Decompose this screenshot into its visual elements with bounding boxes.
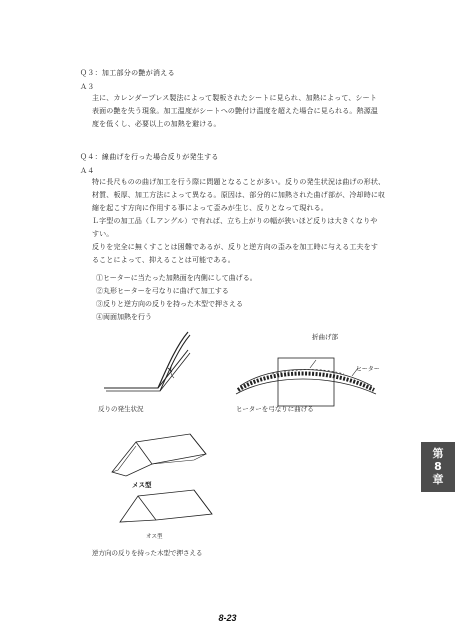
method-item: ②丸形ヒーターを弓なりに曲げて加工する <box>96 287 229 295</box>
fig3-male-label: オス型 <box>146 534 163 540</box>
q4-question: Ｑ４：線曲げを行った場合反りが発生する <box>80 153 219 161</box>
warp-figure <box>96 330 196 396</box>
chapter-tab <box>421 442 455 492</box>
text-line: Ｌ字型の加工品（Ｌアングル）で有れば、立ち上がりの幅が狭いほど反りは大きくなりや <box>92 217 378 225</box>
fig1-caption: 反りの発生状況 <box>98 405 144 413</box>
fig3-female-label: メス型 <box>132 481 152 489</box>
text-line: 主に、カレンダープレス製法によって製板されたシートに見られ、加熱によって、シート <box>92 94 377 102</box>
chapter-tab-line: 章 <box>432 473 444 486</box>
q3-answer-text <box>92 92 392 131</box>
text-line: 材質、板厚、加工方法によって異なる。原因は、部分的に加熱された曲げ部が、冷却時に収 <box>92 191 386 199</box>
text-line: すい。 <box>92 230 114 238</box>
methods-list <box>96 272 257 324</box>
method-item: ①ヒーターに当たった加熱面を内側にして曲げる。 <box>96 274 257 282</box>
text-line: ることによって、抑えることは可能である。 <box>92 256 235 264</box>
fig2-caption: ヒーターを弓なりに曲げる <box>236 405 314 413</box>
q4-answer-label: Ａ４ <box>80 167 95 175</box>
q3-question: Ｑ３：加工部分の艶が消える <box>80 69 175 77</box>
text-line: 縮を起こす方向に作用する事によって歪みが生じ、反りとなって現れる。 <box>92 204 328 212</box>
text-line: 表面の艶を失う現象。加工温度がシートへの艶付け温度を超えた場合に見られる。熱源温 <box>92 107 378 115</box>
fig3-caption: 逆方向の反りを持った木型で押さえる <box>92 549 203 557</box>
q4-answer-text <box>92 176 392 267</box>
text-line: 度を低くし、必要以上の加熱を避ける。 <box>92 120 221 128</box>
text-line: 特に長尺ものの曲げ加工を行う際に問題となることが多い。反りの発生状況は曲げの形状、 <box>92 178 386 186</box>
text-line: 反りを完全に無くすことは困難であるが、反りと逆方向の歪みを加工時に与える工夫をす <box>92 243 378 251</box>
method-item: ④両面加熱を行う <box>96 313 152 321</box>
fig2-bend-label: 折曲げ部 <box>312 333 338 341</box>
wooden-form-figure <box>106 430 226 530</box>
bow-heater-figure <box>232 340 382 408</box>
chapter-tab-line: 8 <box>434 460 442 473</box>
fig2-heater-label: ヒーター <box>356 366 380 373</box>
page-number: 8-23 <box>218 613 237 623</box>
q3-answer-label: Ａ３ <box>80 83 95 91</box>
chapter-tab-line: 第 <box>432 447 444 460</box>
method-item: ③反りと逆方向の反りを持った木型で押さえる <box>96 300 243 308</box>
